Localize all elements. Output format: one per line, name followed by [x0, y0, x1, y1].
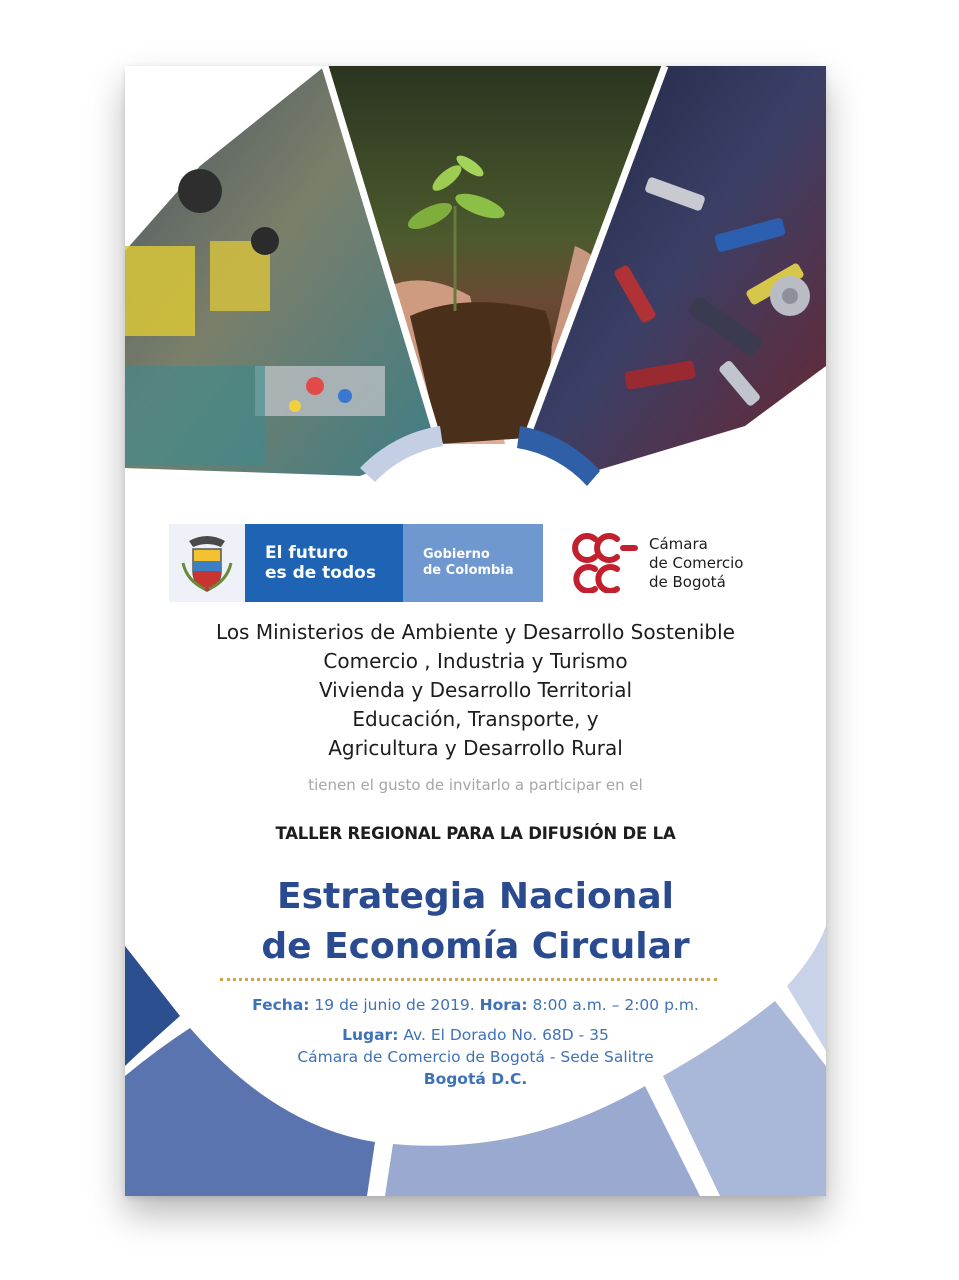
dotted-divider [220, 978, 717, 981]
fecha-value: 19 de junio de 2019. [314, 996, 475, 1014]
venue-line: Cámara de Comercio de Bogotá - Sede Salitre [297, 1048, 654, 1066]
hora-label: Hora: [479, 996, 528, 1014]
ccb-line-2: de Comercio [649, 553, 744, 572]
invitation-text: tienen el gusto de invitarlo a participar en el [308, 776, 643, 794]
ccb-line-3: de Bogotá [649, 572, 726, 591]
event-details [125, 994, 826, 1090]
date-time-line [125, 994, 826, 1016]
lugar-label: Lugar: [342, 1026, 399, 1044]
hora-value: 8:00 a.m. – 2:00 p.m. [532, 996, 699, 1014]
gov-name [403, 524, 543, 602]
ministries-list [125, 618, 826, 763]
event-title [125, 872, 826, 972]
gobierno-colombia-logo [169, 524, 543, 602]
gov-slogan [245, 524, 403, 602]
fecha-label: Fecha: [252, 996, 310, 1014]
event-subtitle: TALLER REGIONAL PARA LA DIFUSIÓN DE LA [275, 824, 676, 843]
lugar-value: Av. El Dorado No. 68D - 35 [403, 1026, 609, 1044]
gov-slogan-line-2: es de todos [265, 563, 376, 583]
ministries-line-3: Vivienda y Desarrollo Territorial [318, 678, 633, 702]
gov-name-line-1: Gobierno [423, 547, 490, 562]
gov-slogan-line-1: El futuro [265, 543, 349, 563]
ministries-line-5: Agricultura y Desarrollo Rural [328, 736, 623, 760]
coat-of-arms-icon [169, 524, 245, 602]
ccb-mark-icon [571, 533, 641, 593]
ministries-line-4: Educación, Transporte, y [352, 707, 599, 731]
ministries-line-2: Comercio , Industria y Turismo [323, 649, 628, 673]
location-line [125, 1024, 826, 1046]
ministries-line-1: Los Ministerios de Ambiente y Desarrollo Sostenible [216, 620, 735, 644]
event-title-line-1: Estrategia Nacional [277, 876, 674, 917]
ccb-wordmark [649, 535, 743, 592]
gov-name-line-2: de Colombia [423, 563, 514, 578]
ccb-line-1: Cámara [649, 534, 708, 553]
city-line: Bogotá D.C. [423, 1070, 528, 1088]
event-title-line-2: de Economía Circular [261, 926, 690, 967]
invitation-card [125, 66, 826, 1196]
camara-comercio-logo [571, 528, 771, 598]
